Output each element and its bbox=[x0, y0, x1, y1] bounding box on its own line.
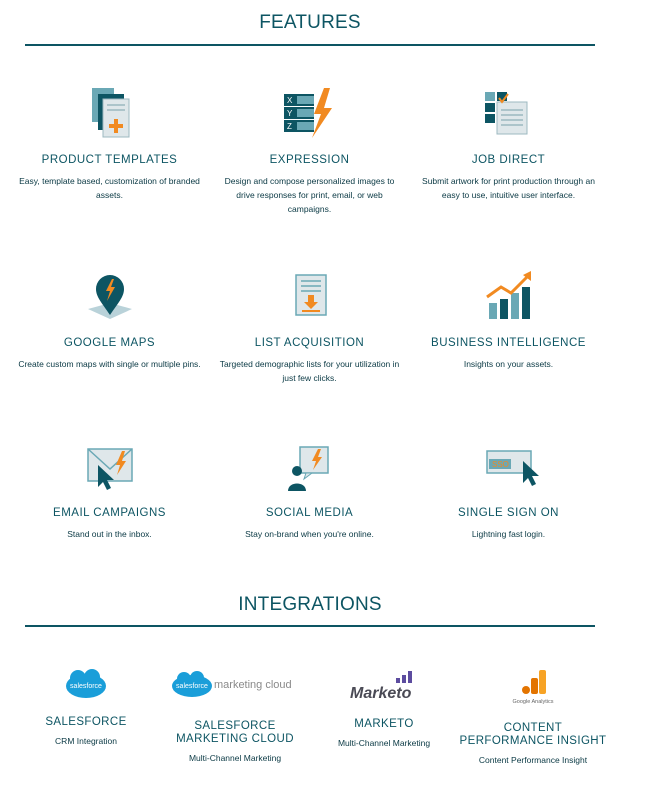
integration-title: SALESFORCE bbox=[45, 716, 127, 728]
feature-title: SINGLE SIGN ON bbox=[458, 507, 559, 519]
salesforce-logo-text: salesforce bbox=[176, 683, 208, 690]
sso-badge-text: SSO bbox=[491, 460, 509, 469]
feature-description: Easy, template based, customization of branded assets. bbox=[19, 176, 200, 200]
integration-description: Content Performance Insight bbox=[478, 755, 588, 765]
template-icon bbox=[80, 86, 140, 146]
feature-business-intelligence[interactable] bbox=[411, 269, 606, 371]
feature-social-media[interactable] bbox=[212, 439, 407, 541]
feature-description: Stand out in the inbox. bbox=[67, 529, 152, 539]
sso-icon bbox=[479, 439, 539, 499]
marketing-cloud-text: marketing cloud bbox=[214, 679, 292, 691]
integration-title: SALESFORCE MARKETING CLOUD bbox=[176, 720, 294, 745]
feature-google-maps[interactable] bbox=[12, 269, 207, 371]
feature-description: Submit artwork for print production through an easy to use, intuitive user interface. bbox=[422, 176, 595, 200]
features-divider bbox=[25, 44, 595, 46]
growth-chart-icon bbox=[479, 269, 539, 329]
feature-description: Stay on-brand when you're online. bbox=[245, 529, 374, 539]
feature-description: Design and compose personalized images to drive responses for print, email, or web campaigns. bbox=[224, 176, 395, 214]
social-media-icon bbox=[280, 439, 340, 499]
feature-title: EXPRESSION bbox=[269, 154, 350, 166]
feature-expression[interactable] bbox=[212, 86, 407, 216]
feature-title: EMAIL CAMPAIGNS bbox=[53, 507, 166, 519]
integration-description: Multi-Channel Marketing bbox=[337, 738, 431, 748]
email-icon bbox=[80, 439, 140, 499]
google-analytics-logo bbox=[503, 668, 563, 708]
integration-title: MARKETO bbox=[354, 718, 414, 730]
expression-icon bbox=[280, 86, 340, 146]
salesforce-logo bbox=[64, 668, 108, 702]
integration-title: CONTENT PERFORMANCE INSIGHT bbox=[459, 722, 607, 747]
integrations-divider bbox=[25, 625, 595, 627]
feature-title: LIST ACQUISITION bbox=[254, 337, 365, 349]
integration-description: Multi-Channel Marketing bbox=[188, 753, 282, 763]
marketo-wordmark: Marketo bbox=[350, 685, 412, 702]
feature-list-acquisition[interactable] bbox=[212, 269, 407, 385]
expression-letter: X bbox=[286, 96, 292, 105]
feature-title: GOOGLE MAPS bbox=[63, 337, 156, 349]
integration-description: CRM Integration bbox=[55, 736, 117, 746]
marketo-logo bbox=[344, 668, 424, 702]
features-heading: FEATURES bbox=[259, 12, 361, 33]
feature-description: Lightning fast login. bbox=[471, 529, 546, 539]
google-analytics-text: Google Analytics bbox=[512, 699, 554, 705]
expression-letter: Z bbox=[286, 122, 292, 131]
feature-product-templates[interactable] bbox=[12, 86, 207, 202]
feature-description: Create custom maps with single or multiple pins. bbox=[18, 359, 201, 369]
feature-description: Insights on your assets. bbox=[463, 359, 554, 369]
expression-letter: Y bbox=[286, 109, 292, 118]
list-download-icon bbox=[280, 269, 340, 329]
feature-title: BUSINESS INTELLIGENCE bbox=[431, 337, 586, 349]
job-direct-icon bbox=[479, 86, 539, 146]
integration-content-performance-insight[interactable] bbox=[458, 668, 608, 765]
integration-salesforce-marketing-cloud[interactable] bbox=[160, 668, 310, 763]
integrations-heading: INTEGRATIONS bbox=[238, 594, 382, 615]
feature-title: SOCIAL MEDIA bbox=[265, 507, 354, 519]
integration-marketo[interactable] bbox=[309, 668, 459, 748]
feature-job-direct[interactable] bbox=[411, 86, 606, 202]
salesforce-marketing-cloud-logo bbox=[170, 668, 300, 702]
feature-email-campaigns[interactable] bbox=[12, 439, 207, 541]
feature-title: PRODUCT TEMPLATES bbox=[41, 154, 178, 166]
feature-description: Targeted demographic lists for your utilization in just few clicks. bbox=[219, 359, 400, 383]
feature-single-sign-on[interactable] bbox=[411, 439, 606, 541]
feature-title: JOB DIRECT bbox=[471, 154, 546, 166]
map-pin-icon bbox=[80, 269, 140, 329]
integration-salesforce[interactable] bbox=[11, 668, 161, 746]
salesforce-logo-text: salesforce bbox=[70, 683, 102, 690]
